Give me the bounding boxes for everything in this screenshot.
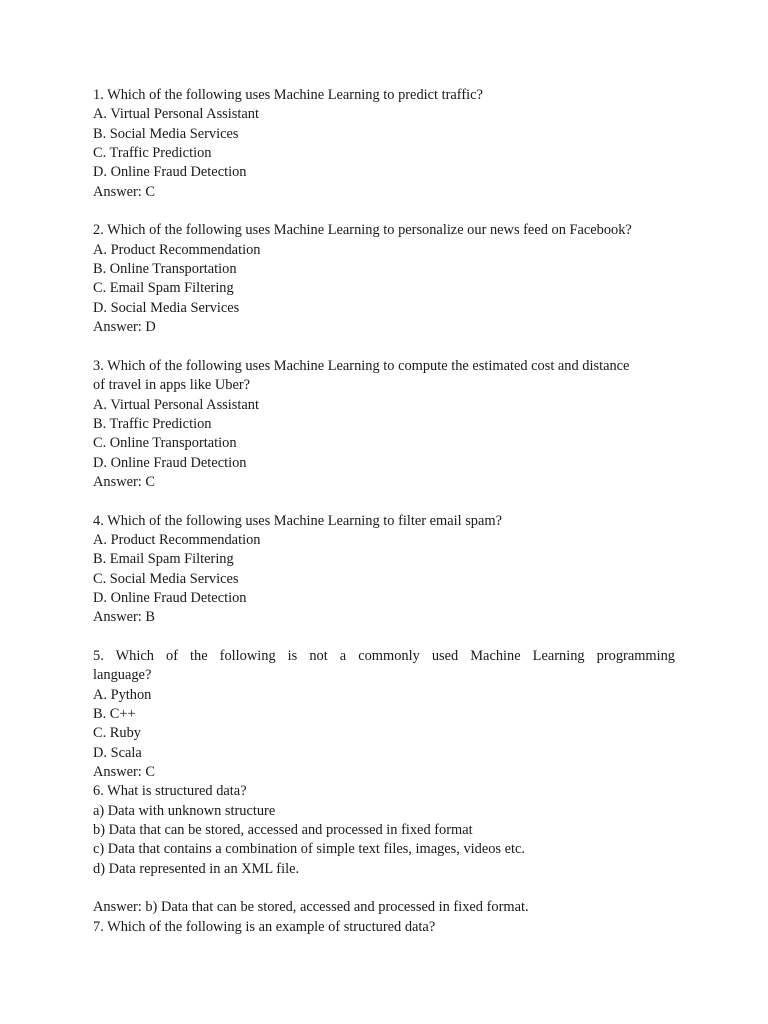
answer-text: Answer: D <box>93 319 156 336</box>
question-block-1 <box>93 86 675 202</box>
option-a: A. Virtual Personal Assistant <box>93 396 259 413</box>
option-a: A. Product Recommendation <box>93 531 261 548</box>
option-c: C. Traffic Prediction <box>93 145 212 162</box>
option-d: d) Data represented in an XML file. <box>93 860 300 877</box>
option-d: D. Online Fraud Detection <box>93 589 247 606</box>
spacer <box>93 879 675 898</box>
option-d: D. Scala <box>93 744 142 761</box>
spacer <box>93 202 675 221</box>
option-d: D. Social Media Services <box>93 299 240 316</box>
answer-text: Answer: C <box>93 764 155 781</box>
answer-text: Answer: C <box>93 183 155 200</box>
option-b: B. Traffic Prediction <box>93 415 212 432</box>
option-c: C. Social Media Services <box>93 570 239 587</box>
question-block-5 <box>93 647 675 782</box>
question-block-6 <box>93 782 675 917</box>
question-block-4 <box>93 512 675 628</box>
option-b: B. Social Media Services <box>93 125 239 142</box>
question-text: 1. Which of the following uses Machine Learning to predict traffic? <box>93 87 483 103</box>
option-b: B. Online Transportation <box>93 261 237 278</box>
question-text: 4. Which of the following uses Machine Learning to filter email spam? <box>93 512 502 529</box>
question-text-line-2: of travel in apps like Uber? <box>93 377 251 394</box>
question-text-line-1: 3. Which of the following uses Machine Learning to compute the estimated cost and distance <box>93 357 630 374</box>
spacer <box>93 492 675 511</box>
option-d: D. Online Fraud Detection <box>93 164 247 181</box>
option-a: a) Data with unknown structure <box>93 802 276 819</box>
option-b: b) Data that can be stored, accessed and processed in fixed format <box>93 822 473 839</box>
spacer <box>93 628 675 647</box>
question-block-3 <box>93 357 675 492</box>
answer-text: Answer: b) Data that can be stored, accessed and processed in fixed format. <box>93 899 529 916</box>
option-c: c) Data that contains a combination of simple text files, images, videos etc. <box>93 841 525 858</box>
answer-text: Answer: B <box>93 609 155 626</box>
option-a: A. Virtual Personal Assistant <box>93 106 259 123</box>
spacer <box>93 337 675 356</box>
option-a: A. Python <box>93 686 152 703</box>
option-b: B. Email Spam Filtering <box>93 551 234 568</box>
question-text: 7. Which of the following is an example of structured data? <box>93 918 436 935</box>
option-b: B. C++ <box>93 706 136 722</box>
question-text: 6. What is structured data? <box>93 783 247 800</box>
option-a: A. Product Recommendation <box>93 241 261 258</box>
question-block-2 <box>93 221 675 337</box>
option-d: D. Online Fraud Detection <box>93 454 247 471</box>
option-c: C. Email Spam Filtering <box>93 280 234 297</box>
question-block-7 <box>93 918 675 937</box>
answer-text: Answer: C <box>93 473 155 490</box>
question-text-line-2: language? <box>93 667 152 684</box>
question-text: 2. Which of the following uses Machine Learning to personalize our news feed on Facebook? <box>93 222 632 239</box>
option-c: C. Online Transportation <box>93 435 237 452</box>
quiz-content <box>93 86 675 937</box>
option-c: C. Ruby <box>93 725 141 742</box>
question-text-line-1: 5. Which of the following is not a commonly used Machine Learning programming <box>93 647 675 664</box>
